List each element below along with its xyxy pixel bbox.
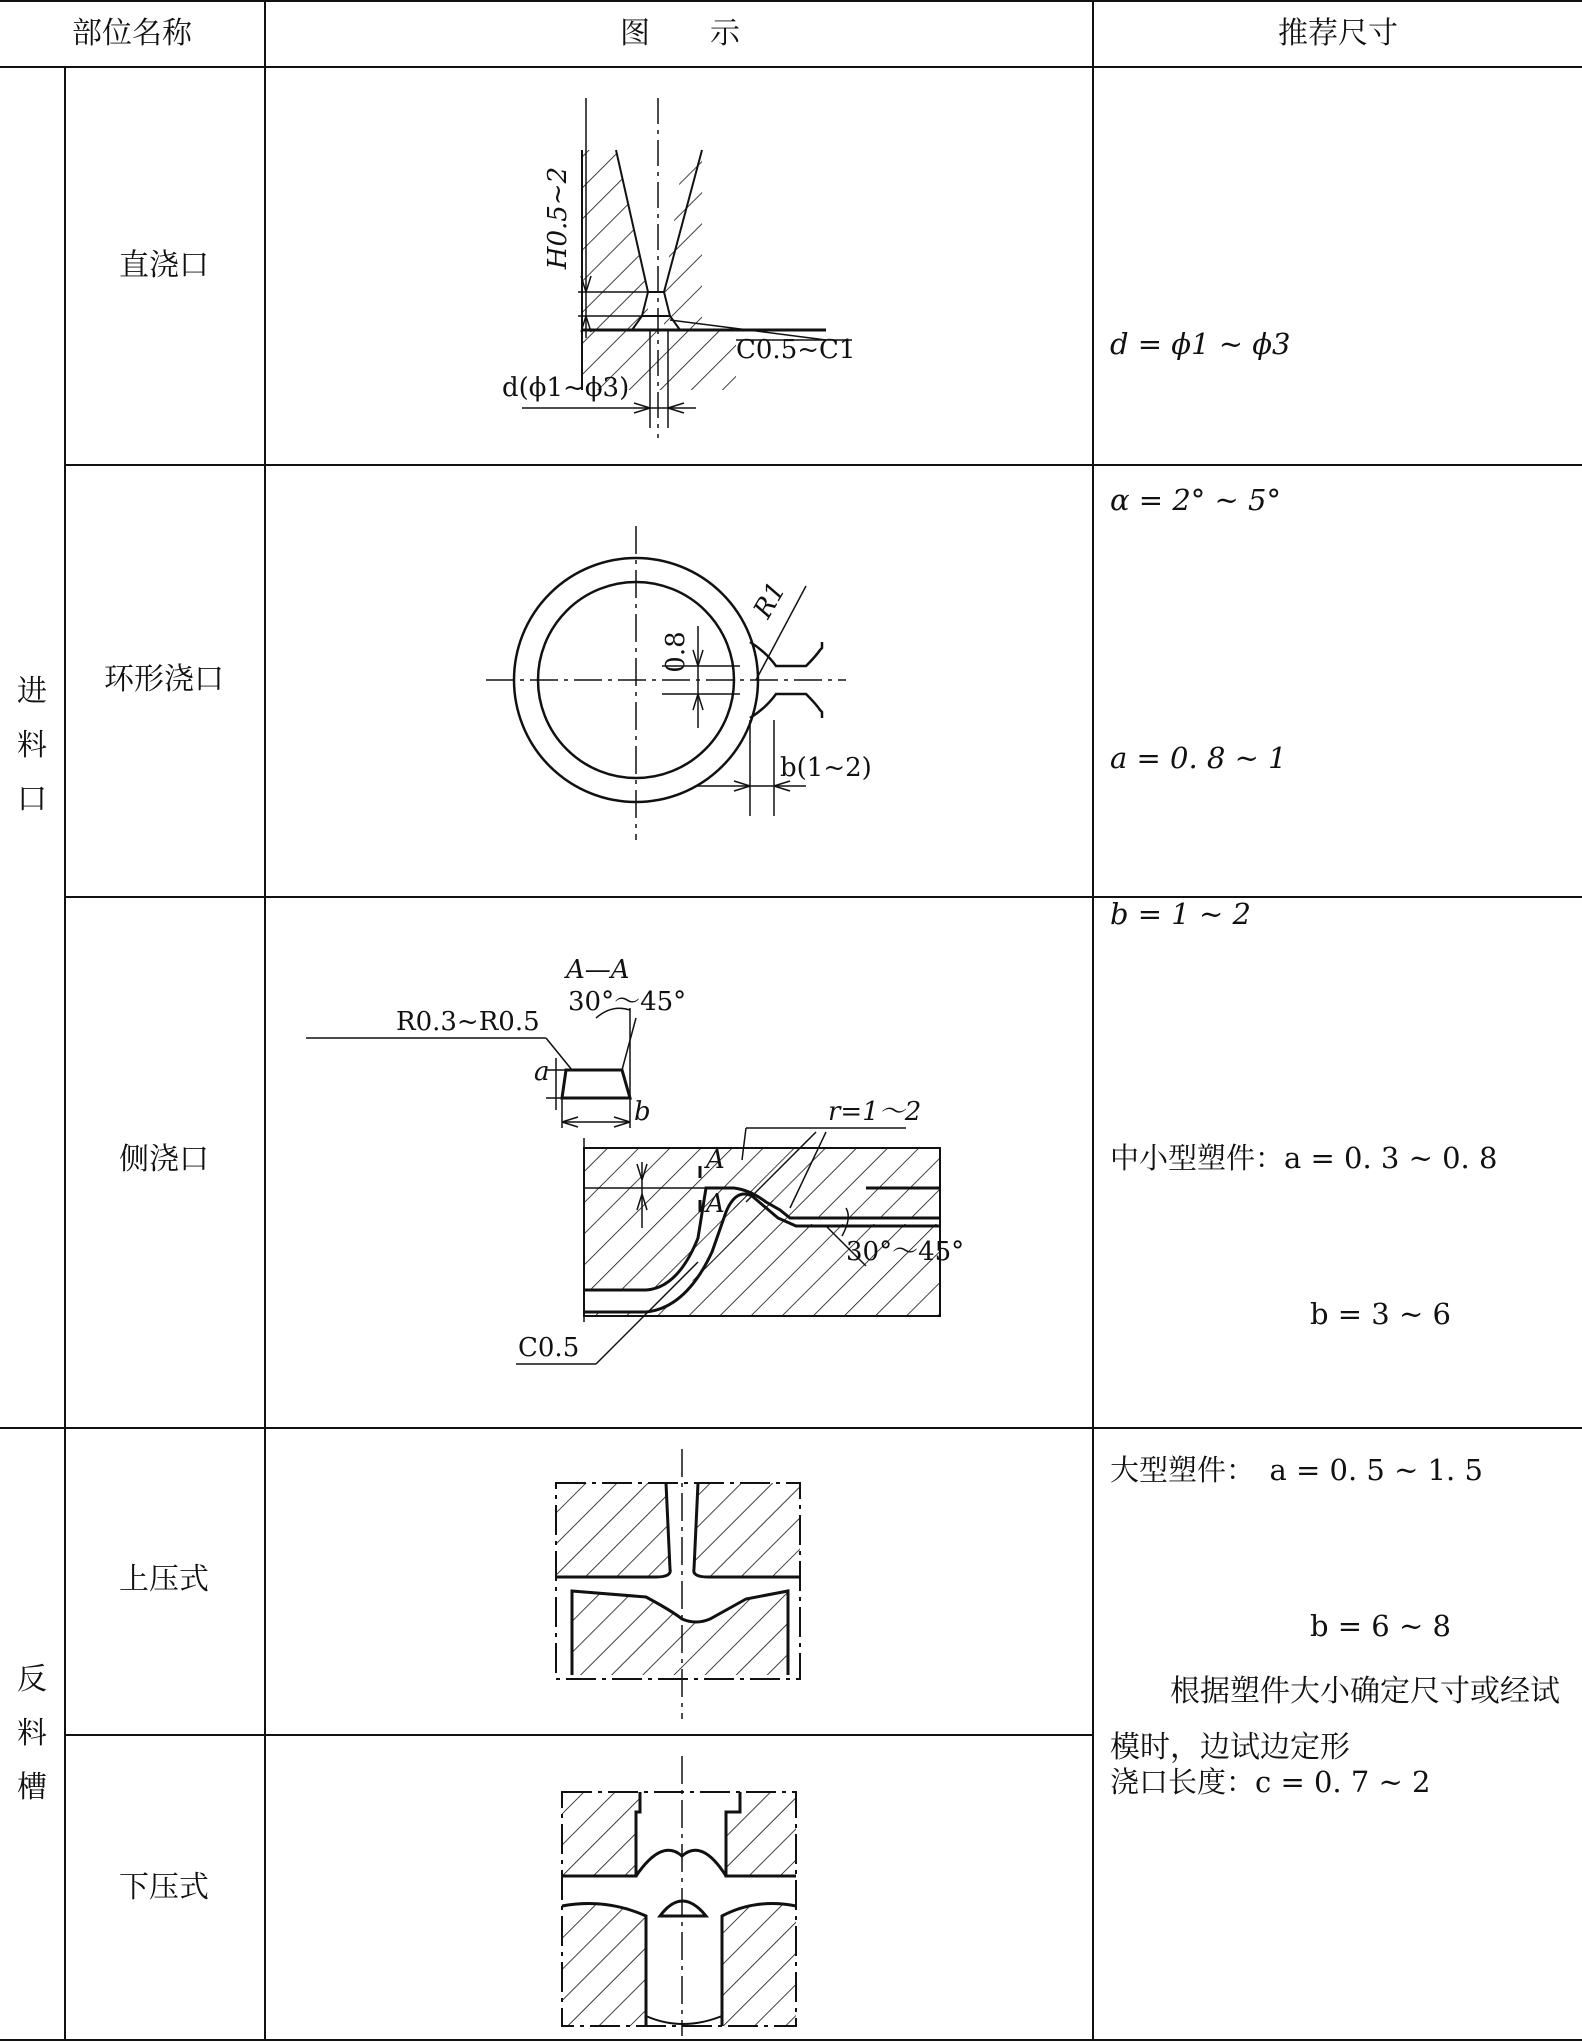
side-section-mark: A xyxy=(706,1189,725,1219)
sprue-diagram xyxy=(266,68,1092,464)
group-char: 料 xyxy=(17,1716,47,1751)
side-spec-line: b = 6 ~ 8 xyxy=(1310,1609,1451,1643)
ring-spec xyxy=(1110,628,1287,992)
group-char: 口 xyxy=(17,782,47,817)
side-gate-diagram xyxy=(266,898,1092,1426)
sprue-spec-line: d = ϕ1 ~ ϕ3 xyxy=(1110,327,1291,361)
sprue-spec-line: α = 2° ~ 5° xyxy=(1110,483,1281,517)
side-spec-line: 浇口长度：c = 0. 7 ~ 2 xyxy=(1110,1765,1431,1799)
side-r-label: r=1～2 xyxy=(828,1097,922,1127)
side-b-label: b xyxy=(634,1097,651,1127)
group-char: 反 xyxy=(17,1662,47,1697)
ring-spec-line: a = 0. 8 ~ 1 xyxy=(1110,741,1287,775)
side-section-label: A—A xyxy=(566,955,630,985)
col-divider xyxy=(64,66,66,2041)
lower-press-diagram xyxy=(266,1736,1092,2039)
group-label-inlet xyxy=(12,665,52,827)
sprue-d-dim: d(ϕ1~ϕ3) xyxy=(502,373,630,403)
cold-slug-spec: 根据塑件大小确定尺寸或经试模时，边试边定形 xyxy=(1110,1674,1560,1765)
row-name-upper: 上压式 xyxy=(119,1562,209,1597)
col-divider xyxy=(1092,0,1094,2041)
header-recommended-size: 推荐尺寸 xyxy=(1278,16,1398,51)
group-char: 槽 xyxy=(17,1770,47,1805)
row-name-side: 侧浇口 xyxy=(119,1142,209,1177)
ring-gap-dim: 0.8 xyxy=(661,631,691,673)
header-figure: 图 示 xyxy=(620,16,740,51)
side-spec-line: b = 3 ~ 6 xyxy=(1310,1297,1451,1331)
group-label-cold-slug xyxy=(12,1653,52,1815)
ring-spec-line: b = 1 ~ 2 xyxy=(1110,897,1251,931)
side-radius-label: R0.3~R0.5 xyxy=(396,1007,540,1037)
ring-radius-label: R1 xyxy=(748,577,793,624)
side-angle-bottom: 30°～45° xyxy=(846,1237,965,1267)
sprue-chamfer-label: C0.5~C1 xyxy=(736,335,856,365)
side-a-label: a xyxy=(534,1057,550,1087)
side-chamfer-label: C0.5 xyxy=(518,1333,580,1363)
row-name-lower: 下压式 xyxy=(119,1870,209,1905)
table-border-top xyxy=(0,0,1582,2)
header-part-name: 部位名称 xyxy=(72,16,192,51)
side-spec-line: 中小型塑件：a = 0. 3 ~ 0. 8 xyxy=(1110,1141,1498,1175)
group-char: 料 xyxy=(17,728,47,763)
side-section-mark: A xyxy=(706,1145,725,1175)
table-border-bottom xyxy=(0,2039,1582,2041)
sprue-h-dim: H0.5~2 xyxy=(543,166,573,270)
side-angle-top: 30°～45° xyxy=(568,987,687,1017)
upper-press-diagram xyxy=(266,1429,1092,1734)
group-char: 进 xyxy=(17,674,47,709)
sprue-spec xyxy=(1110,214,1290,578)
side-spec-line: 大型塑件： a = 0. 5 ~ 1. 5 xyxy=(1110,1453,1483,1487)
row-name-ring: 环形浇口 xyxy=(104,662,224,697)
ring-b-dim: b(1~2) xyxy=(780,753,872,783)
ring-gate-diagram xyxy=(266,466,1092,896)
row-name-sprue: 直浇口 xyxy=(119,248,209,283)
